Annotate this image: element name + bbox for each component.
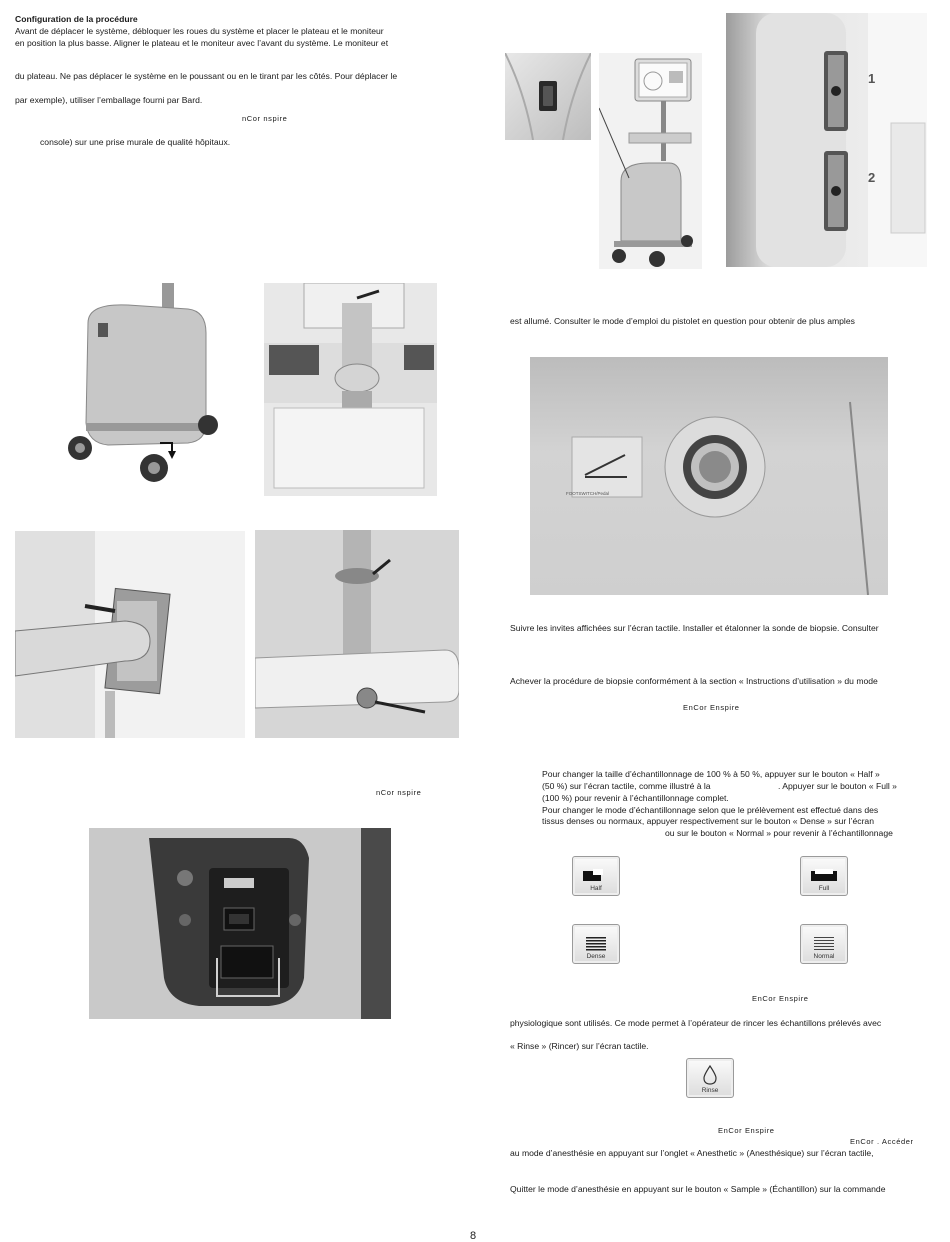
text-line: « Rinse » (Rincer) sur l’écran tactile. <box>510 1041 649 1051</box>
page-number: 8 <box>470 1230 477 1242</box>
tray-knob-photo <box>255 530 459 738</box>
full-button-label: Full <box>818 885 830 892</box>
port-label: 2 <box>868 170 876 185</box>
text-line: (100 %) pour revenir à l’échantillonnage complet. <box>542 793 729 803</box>
text-line: du plateau. Ne pas déplacer le système en le poussant ou en le tirant par les côtés. Pour déplacer le <box>15 71 398 81</box>
dense-button[interactable] <box>572 924 620 964</box>
half-sample-icon <box>583 869 609 883</box>
text-line: Achever la procédure de biopsie conformément à la section « Instructions d’utilisation » du mode <box>510 676 878 686</box>
dense-mode-icon <box>586 937 606 951</box>
text-line: (50 %) sur l’écran tactile, comme illustré à la <box>542 781 711 791</box>
product-name: EnCor Enspire <box>752 994 809 1003</box>
normal-mode-icon <box>814 937 834 951</box>
text-line: au mode d’anesthésie en appuyant sur l’onglet « Anesthetic » (Anesthésique) sur l’écran tactile, <box>510 1148 874 1158</box>
text-line: physiologique sont utilisés. Ce mode permet à l’opérateur de rincer les échantillons prélevés avec <box>510 1018 882 1028</box>
tray-adjust-icon <box>255 530 459 738</box>
power-inlet-photo <box>89 828 391 1019</box>
product-name: EnCor Enspire <box>683 703 740 712</box>
dense-button-label: Dense <box>586 953 606 960</box>
text-line: par exemple), utiliser l’emballage fourni par Bard. <box>15 95 203 105</box>
wheels-photo <box>48 283 237 496</box>
text-line: console) sur une prise murale de qualité hôpitaux. <box>40 137 231 147</box>
footswitch-port-photo <box>530 357 888 595</box>
connector-ports-icon <box>726 13 927 267</box>
section-heading: Configuration de la procédure <box>15 14 138 24</box>
text-line: . Appuyer sur le bouton « Full » <box>778 781 897 791</box>
text-line: Pour changer la taille d’échantillonnage de 100 % à 50 %, appuyer sur le bouton « Half » <box>542 769 880 779</box>
full-sample-icon <box>811 869 837 883</box>
text-line: en position la plus basse. Aligner le plateau et le moniteur avec l’avant du système. Le moniteur et <box>15 38 389 48</box>
text-line: Quitter le mode d’anesthésie en appuyant sur le bouton « Sample » (Échantillon) sur la commande <box>510 1184 886 1194</box>
text-line: ou sur le bouton « Normal » pour revenir à l’échantillonnage <box>665 828 893 838</box>
power-inlet-icon <box>89 828 391 1019</box>
text-line: Suivre les invites affichées sur l’écran tactile. Installer et étalonner la sonde de biopsie. Consulter <box>510 623 879 633</box>
product-name: EnCor . Accéder <box>850 1137 914 1146</box>
footswitch-connector-icon <box>530 357 888 595</box>
port-label: 1 <box>868 71 876 86</box>
text-line: est allumé. Consulter le mode d’emploi du pistolet en question pour obtenir de plus amples <box>510 316 855 326</box>
half-button-label: Half <box>590 885 602 892</box>
switch-photo <box>505 53 591 140</box>
monitor-mount-photo <box>15 531 245 738</box>
product-name: nCor nspire <box>376 788 422 797</box>
text-line: Pour changer le mode d’échantillonnage selon que le prélèvement est effectué dans des <box>542 805 879 815</box>
rinse-button-label: Rinse <box>701 1087 719 1094</box>
footswitch-label: FOOTSWITCH/Pedal <box>566 491 610 496</box>
droplet-icon <box>702 1065 718 1085</box>
normal-button-label: Normal <box>813 953 835 960</box>
text-line: Avant de déplacer le système, débloquer les roues du système et placer le plateau et le moniteur <box>15 26 384 36</box>
half-button[interactable] <box>572 856 620 896</box>
monitor-bracket-icon <box>15 531 245 738</box>
text-line: tissus denses ou normaux, appuyer respectivement sur le bouton « Dense » sur l’écran <box>542 816 874 826</box>
power-switch-icon <box>505 53 591 140</box>
product-name: EnCor Enspire <box>718 1126 775 1135</box>
wheel-lock-icon <box>48 283 237 496</box>
height-adjust-icon <box>264 283 437 496</box>
ports-photo <box>726 13 927 267</box>
normal-button[interactable] <box>800 924 848 964</box>
column-knob-photo <box>264 283 437 496</box>
product-name: nCor nspire <box>242 114 288 123</box>
system-photo <box>599 53 702 269</box>
full-button[interactable] <box>800 856 848 896</box>
rinse-button[interactable] <box>686 1058 734 1098</box>
system-icon <box>599 53 702 269</box>
